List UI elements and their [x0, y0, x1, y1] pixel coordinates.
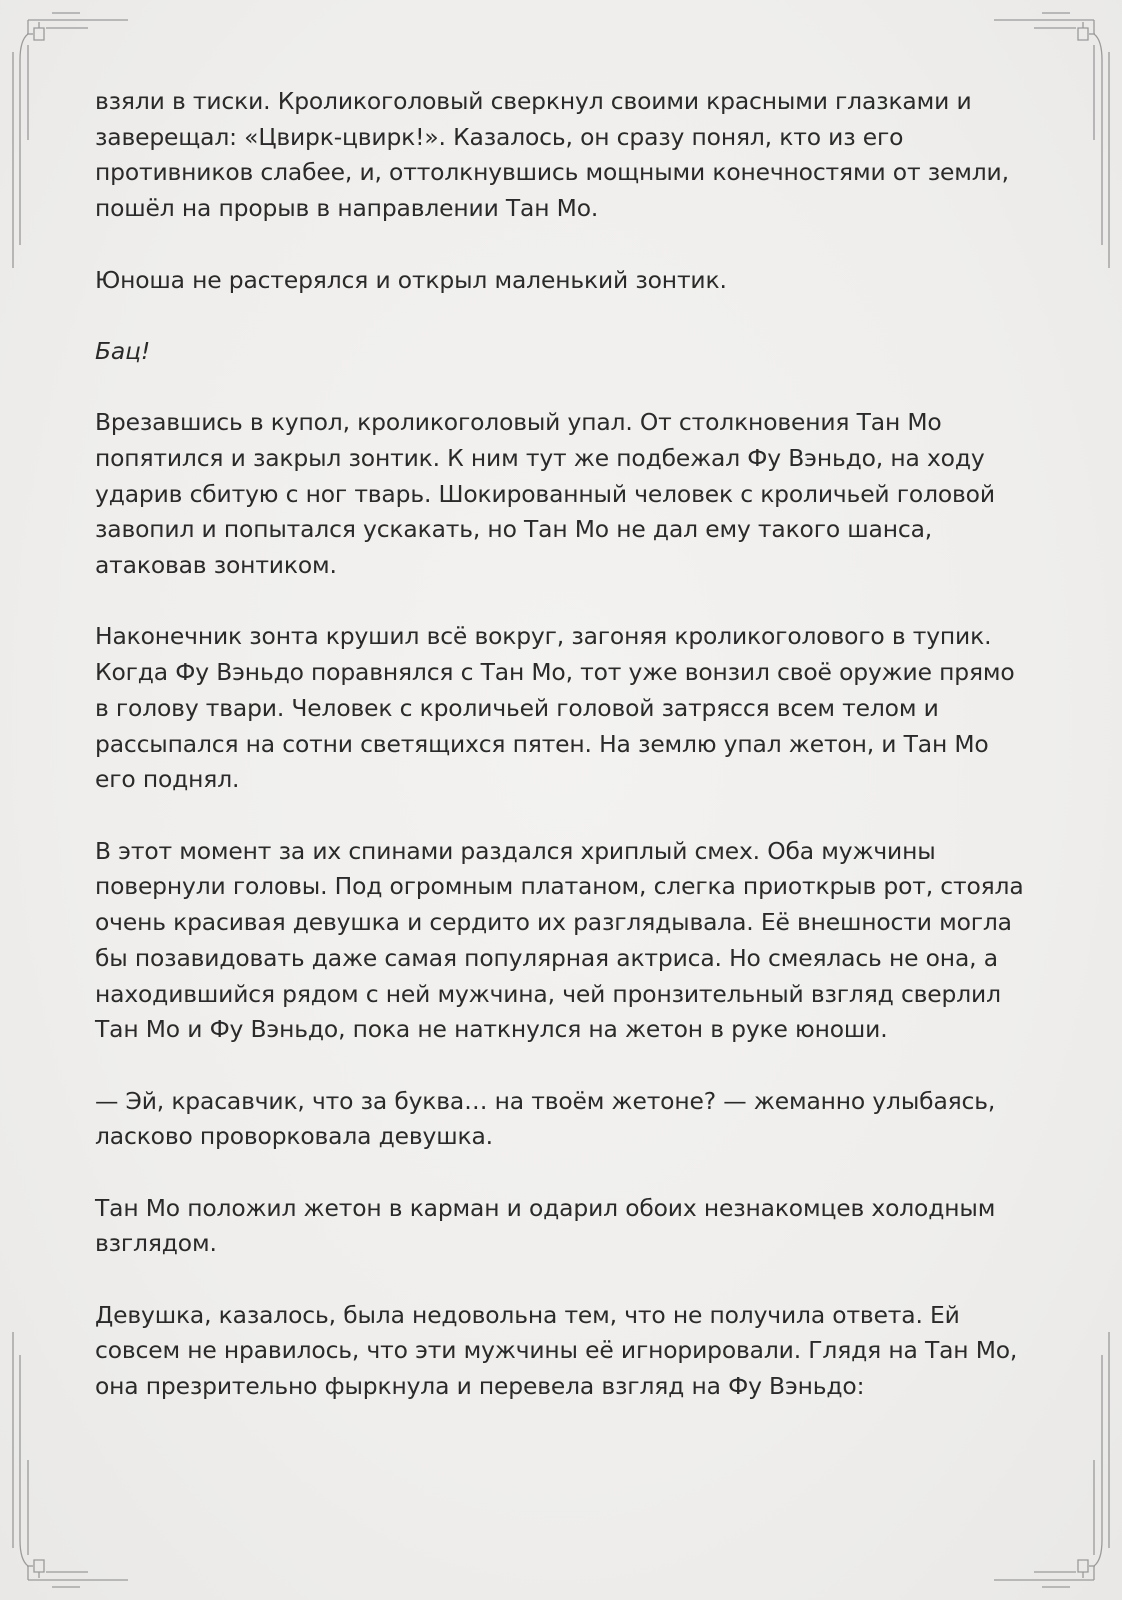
paragraph: Тан Мо положил жетон в карман и одарил обоих незнакомцев холодным взглядом. [95, 1193, 996, 1258]
paragraph: Наконечник зонта крушил всё вокруг, загоняя кроликоголового в тупик. Когда Фу Вэньдо поравнялся с Тан Мо, тот уже вонзил своё оружие прямо в голову твари. Человек с кроличьей головой затрясся всем телом и рассыпался на сотни светящихся пятен. На землю упал жетон, и Тан Мо его поднял. [95, 622, 1015, 794]
paragraph: В этот момент за их спинами раздался хриплый смех. Оба мужчины повернули головы. Под огромным платаном, слегка приоткрыв рот, стояла очень красивая девушка и сердито их разглядывала. Её внешности могла бы позавидовать даже самая популярная актриса. Но смеялась не она, а находившийся рядом с ней мужчина, чей пронзительный взгляд сверлил Тан Мо и Фу Вэньдо, пока не наткнулся на жетон в руке юноши. [95, 836, 1024, 1044]
paragraph: Врезавшись в купол, кроликоголовый упал. От столкновения Тан Мо попятился и закрыл зонтик. К ним тут же подбежал Фу Вэньдо, на ходу ударив сбитую с ног тварь. Шокированный человек с кроличьей головой завопил и попытался ускакать, но Тан Мо не дал ему такого шанса, атаковав зонтиком. [95, 408, 995, 580]
paragraph: Юноша не растерялся и открыл маленький зонтик. [95, 265, 727, 294]
paragraph: взяли в тиски. Кроликоголовый сверкнул своими красными глазками и заверещал: «Цвирк-цвирк!». Казалось, он сразу понял, кто из его противников слабее, и, оттолкнувшись мощными конечностями от земли, пошёл на прорыв в направлении Тан Мо. [95, 87, 1009, 223]
paragraph-exclamation: Бац! [95, 336, 151, 365]
paragraph-dialogue: — Эй, красавчик, что за буква… на твоём жетоне? — жеманно улыбаясь, ласково проворковала девушка. [95, 1086, 996, 1151]
paragraph: Девушка, казалось, была недовольна тем, что не получила ответа. Ей совсем не нравилось, что эти мужчины её игнорировали. Глядя на Тан Мо, она презрительно фыркнула и перевела взгляд на Фу Вэньдо: [95, 1300, 1018, 1401]
document-body [95, 84, 1030, 1441]
